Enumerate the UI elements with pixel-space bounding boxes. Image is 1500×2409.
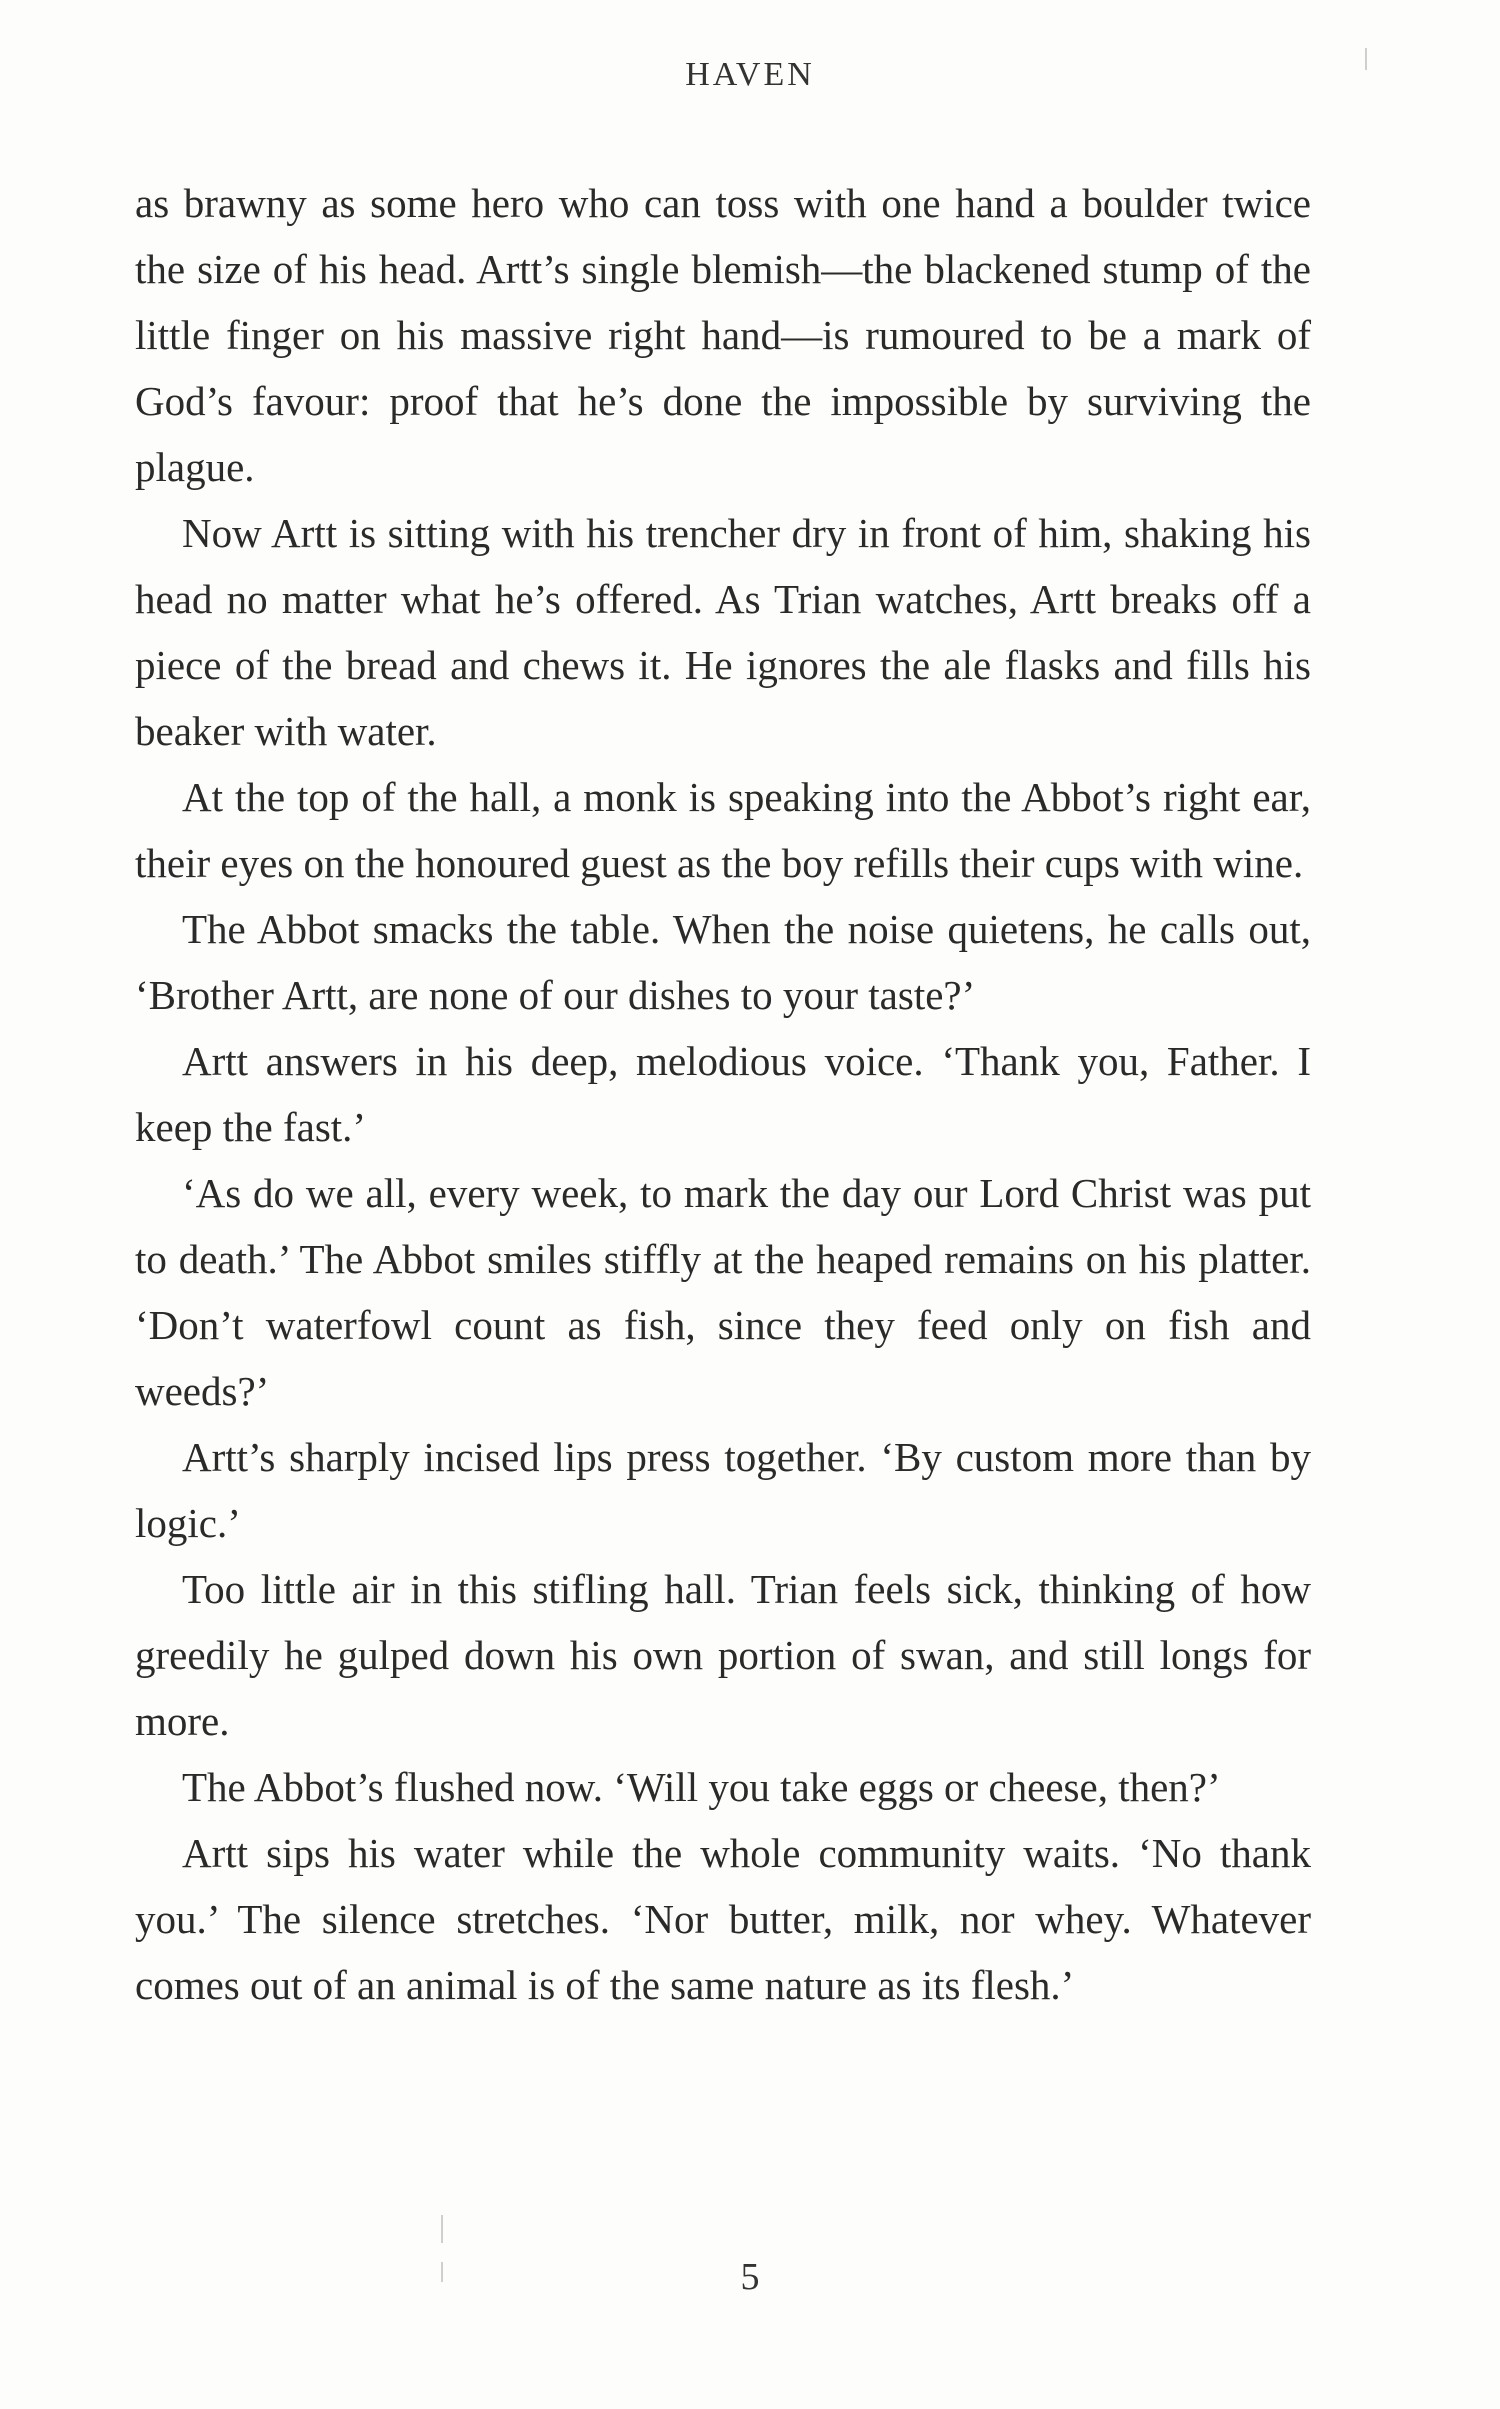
scan-speck — [1365, 48, 1367, 70]
running-head: HAVEN — [685, 56, 815, 93]
scan-speck — [441, 2215, 443, 2243]
paragraph: At the top of the hall, a monk is speaking into the Abbot’s right ear, their eyes on the honoured guest as the boy refills their cups with wine. — [135, 774, 1311, 886]
paragraph: Now Artt is sitting with his trencher dry in front of him, shaking his head no matter what he’s offered. As Trian watches, Artt breaks off a piece of the bread and chews it. He ignores the ale flasks and fills his beaker with water. — [135, 510, 1311, 754]
paragraph: Artt sips his water while the whole community waits. ‘No thank you.’ The silence stretches. ‘Nor butter, milk, nor whey. Whatever comes out of an animal is of the same nature as its flesh.’ — [135, 1830, 1311, 2008]
paragraph: as brawny as some hero who can toss with one hand a boulder twice the size of his head. Artt’s single blemish—the blackened stump of the little finger on his massive right hand—is rumoured to be a mark of God’s favour: proof that he’s done the impossible by surviving the plague. — [135, 180, 1311, 490]
body-text — [135, 170, 1311, 2018]
paragraph: The Abbot smacks the table. When the noise quietens, he calls out, ‘Brother Artt, are none of our dishes to your taste?’ — [135, 906, 1311, 1018]
paragraph: Artt’s sharply incised lips press together. ‘By custom more than by logic.’ — [135, 1434, 1311, 1546]
page-number: 5 — [740, 2256, 760, 2298]
paragraph: Too little air in this stifling hall. Trian feels sick, thinking of how greedily he gulped down his own portion of swan, and still longs for more. — [135, 1566, 1311, 1744]
paragraph: Artt answers in his deep, melodious voice. ‘Thank you, Father. I keep the fast.’ — [135, 1038, 1311, 1150]
paragraph: The Abbot’s flushed now. ‘Will you take eggs or cheese, then?’ — [182, 1764, 1221, 1810]
paragraph: ‘As do we all, every week, to mark the day our Lord Christ was put to death.’ The Abbot smiles stiffly at the heaped remains on his platter. ‘Don’t waterfowl count as fish, since they feed only on fish and weeds?’ — [135, 1170, 1311, 1414]
